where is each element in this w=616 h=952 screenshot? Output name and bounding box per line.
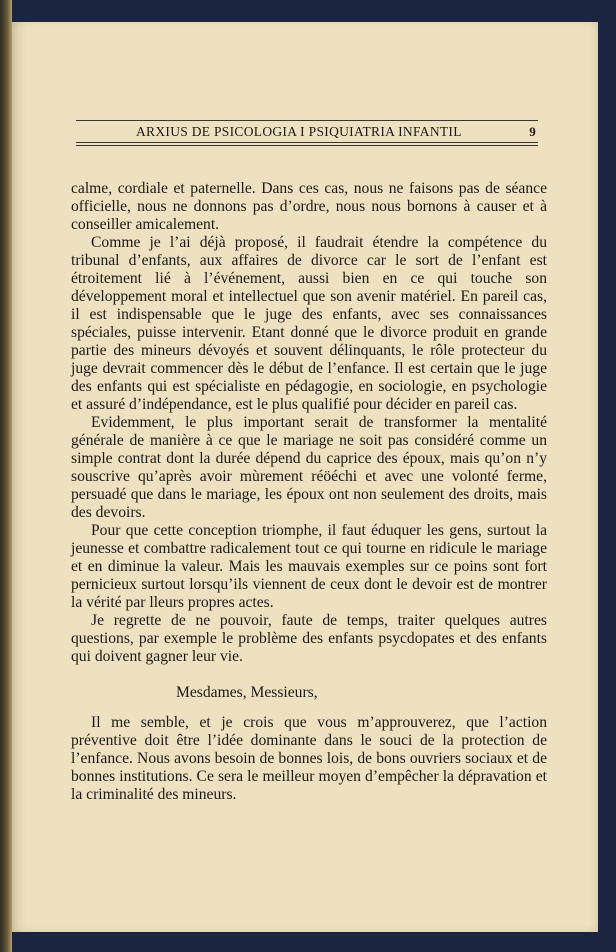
- paragraph-education: Pour que cette conception triomphe, il faut éduquer les gens, surtout la jeunesse et combattre radicalement tout ce qui tourne en ridicule le mariage et en diminue la valeur. Mais les mauvais exemples sur ce poins sont fort pernicieux surtout lorsqu’ils viennent de ceux dont le devoir est de montrer la vérité par lleurs propres actes.: [71, 522, 547, 611]
- running-title: ARXIUS DE PSICOLOGIA I PSIQUIATRIA INFANTIL: [136, 124, 462, 139]
- paragraph-other-questions: Je regrette de ne pouvoir, faute de temps, traiter quelques autres questions, par exemple le problème des enfants psycdopates et des enfants qui doivent gagner leur vie.: [71, 612, 547, 665]
- salutation: Mesdames, Messieurs,: [176, 684, 318, 701]
- header-line: [76, 121, 538, 142]
- paragraph-divorce-jurisdiction: Comme je l’ai déjà proposé, il faudrait étendre la compétence du tribunal d’enfants, aux affaires de divorce car le sort de l’enfant est étroitement lié à l’événement, aussi bien en ce qui touche son développement moral et intellectuel que son avenir matériel. En pareil cas, il est indispensable que le juge des enfants, avec ses connaissances spéciales, puisse intervenir. Etant donné que le divorce produit en grande partie des mineurs dévoyés et souvent délinquants, le rôle protecteur du juge devrait commencer dès le début de l’enfance. Il est certain que le juge des enfants qui est spécialiste en pédagogie, en sociologie, en psychologie et assuré d’indépendance, est le plus qualifié pour décider en pareil cas.: [71, 234, 547, 413]
- book-page: [12, 22, 598, 932]
- page-number: 9: [529, 124, 536, 139]
- header-bottom-rule: [76, 142, 538, 146]
- paragraph-marriage-mentality: Evidemment, le plus important serait de transformer la mentalité générale de manière à ce que le mariage ne soit pas considéré comme un simple contrat dont la durée dépend du caprice des époux, mais qu’on n’y souscrive qu’après avoir mùrement réöéchi et avec une volonté ferme, persuadé que dans le mariage, les époux ont non seulement des droits, mais des devoirs.: [71, 414, 547, 521]
- paragraph-closing: Il me semble, et je crois que vous m’approuverez, que l’action préventive doit être l’idée dominante dans le souci de la protection de l’enfance. Nous avons besoin de bonnes lois, de bons ouvriers sociaux et de bonnes institutions. Ce sera le meilleur moyen d’empêcher la dépravation et la criminalité des mineurs.: [71, 714, 547, 803]
- paragraph-continuation: calme, cordiale et paternelle. Dans ces cas, nous ne faisons pas de séance officielle, nous ne donnons pas d’ordre, nous nous bornons à causer et à conseiller amicalement.: [71, 180, 547, 233]
- book-spine: [0, 0, 12, 952]
- running-header: [76, 120, 538, 146]
- body-text: [71, 180, 547, 804]
